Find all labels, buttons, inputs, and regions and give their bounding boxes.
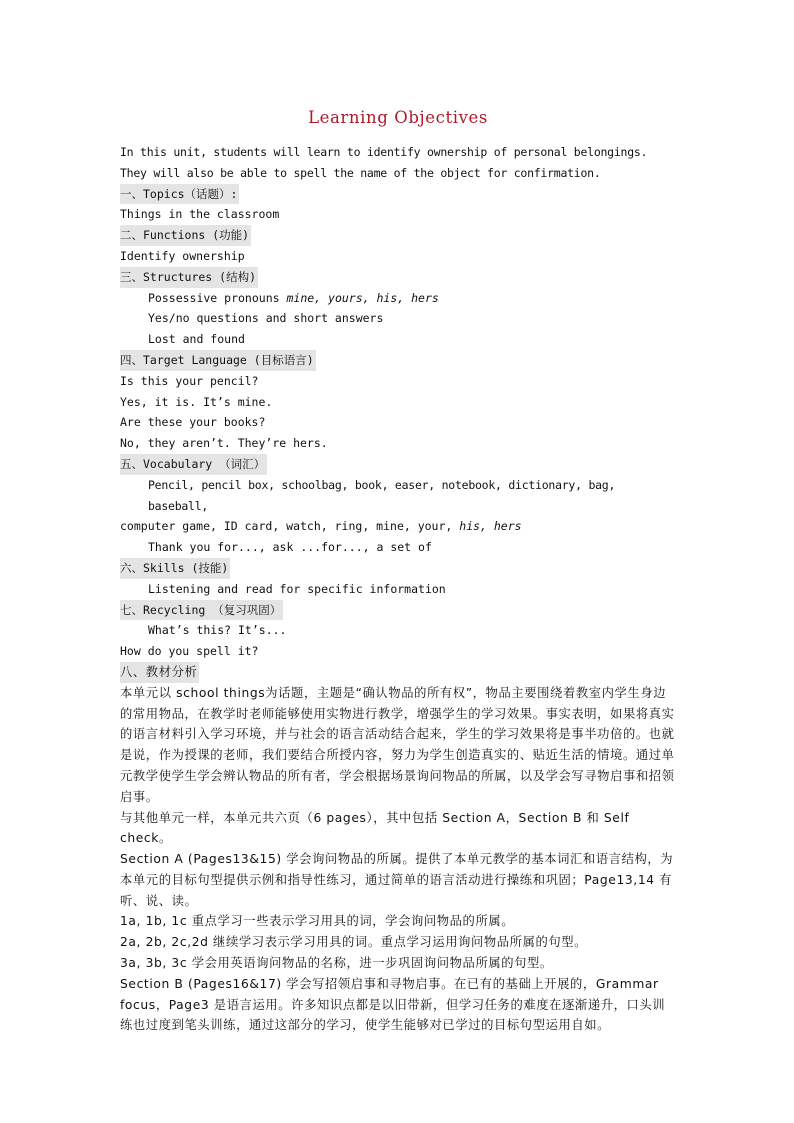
structures-line-1: [120, 288, 676, 309]
structures-heading: 三、Structures (结构): [120, 267, 258, 288]
page-title: Learning Objectives: [308, 108, 488, 127]
target-language-line-3: Are these your books?: [120, 415, 266, 430]
recycling-line-2: How do you spell it?: [120, 644, 259, 659]
analysis-paragraph-4: 1a, 1b, 1c 重点学习一些表示学习用具的词，学会询问物品的所属。: [120, 914, 515, 929]
target-language-heading: 四、Target Language (目标语言): [120, 350, 316, 371]
intro-paragraph: In this unit, students will learn to identify ownership of personal belongings. They will also be able to spell the name of the object for confirmation.: [120, 145, 648, 180]
structures-line-3: Lost and found: [148, 332, 245, 347]
target-language-line-1: Is this your pencil?: [120, 373, 259, 388]
analysis-heading: 八、教材分析: [120, 662, 199, 683]
target-language-line-4: No, they aren’t. They’re hers.: [120, 436, 328, 451]
topics-heading: 一、Topics（话题）:: [120, 184, 239, 205]
vocabulary-line-1: Pencil, pencil box, schoolbag, book, easer, notebook, dictionary, bag, baseball,: [148, 477, 616, 513]
analysis-paragraph-3: Section A (Pages13&15) 学会询问物品的所属。提供了本单元教学的基本词汇和语言结构，为本单元的目标句型提供示例和指导性练习，通过简单的语言活动进行操练和巩固；Page13,14 有听、说、读。: [120, 852, 674, 908]
vocabulary-heading: 五、Vocabulary （词汇）: [120, 454, 267, 475]
topics-line: Things in the classroom: [120, 207, 280, 222]
structures-line-2: Yes/no questions and short answers: [148, 311, 384, 326]
analysis-paragraph-1: 本单元以 school things为话题，主题是“确认物品的所有权”，物品主要围绕着教室内学生身边的常用物品，在教学时老师能够使用实物进行教学，增强学生的学习效果。事实表明，如果将真实的语言材料引入学习环境，并与社会的语言活动结合起来，学生的学习效果将是事半功倍的。也就是说，作为授课的老师，我们要结合所授内容，努力为学生创造真实的、贴近生活的情境。通过单元教学使学生学会辨认物品的所有者，学会根据场景询问物品的所属，以及学会写寻物启事和招领启事。: [120, 685, 675, 804]
skills-line: Listening and read for specific information: [148, 581, 446, 596]
vocabulary-line-2-text: computer game, ID card, watch, ring, mine, your,: [120, 519, 460, 534]
vocabulary-line-3: Thank you for..., ask ...for..., a set of: [148, 540, 432, 555]
analysis-paragraph-7: Section B (Pages16&17) 学会写招领启事和寻物启事。在已有的基础上开展的，Grammar focus，Page3 是语言运用。许多知识点都是以旧带新，但学习任务的难度在逐渐递升，口头训练也过度到笔头训练，通过这部分的学习，使学生能够对已学过的目标句型运用自如。: [120, 976, 666, 1033]
vocabulary-line-2: [120, 516, 676, 537]
vocabulary-line-2-italic: his, hers: [459, 519, 522, 534]
recycling-heading: 七、Recycling （复习巩固）: [120, 600, 283, 621]
analysis-paragraph-5: 2a, 2b, 2c,2d 继续学习表示学习用具的词。重点学习运用询问物品所属的句型。: [120, 935, 588, 950]
structures-line-1-italic: mine, yours, his, hers: [286, 290, 439, 305]
functions-heading: 二、Functions (功能): [120, 225, 251, 246]
skills-heading: 六、Skills (技能): [120, 558, 230, 579]
target-language-line-2: Yes, it is. It’s mine.: [120, 394, 273, 409]
recycling-line-1: What’s this? It’s...: [148, 623, 287, 638]
analysis-paragraph-2: 与其他单元一样，本单元共六页（6 pages），其中包括 Section A，Section B 和 Self check。: [120, 810, 630, 846]
structures-line-1-text: Possessive pronouns: [148, 290, 287, 305]
analysis-paragraph-6: 3a, 3b, 3c 学会用英语询问物品的名称，进一步巩固询问物品所属的句型。: [120, 956, 553, 971]
document-page: [120, 106, 676, 1036]
functions-line: Identify ownership: [120, 248, 245, 263]
